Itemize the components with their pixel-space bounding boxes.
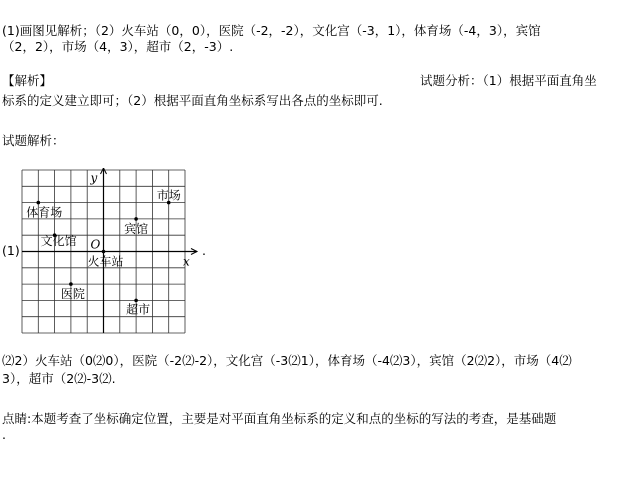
- y-axis-label: y: [90, 171, 98, 185]
- x-axis-label: x: [183, 254, 190, 269]
- point-label: 市场: [156, 188, 181, 203]
- answer-line-1: (1)画图见解析；（2）火车站（0，0），医院（-2，-2），文化宫（-3，1），体育场（-4，3），宾馆: [2, 23, 541, 38]
- point-label: 火车站: [87, 254, 124, 269]
- point-label: 体育场: [26, 205, 63, 220]
- point-marker: [37, 201, 41, 205]
- point-label: 文化馆: [40, 234, 77, 249]
- figure-suffix: .: [202, 243, 206, 258]
- point-marker: [69, 282, 73, 286]
- coordinate-grid-svg: [20, 168, 206, 336]
- point-label: 宾馆: [124, 221, 149, 236]
- origin-label: O: [90, 237, 101, 252]
- analysis-line-2: 标系的定义建立即可；（2）根据平面直角坐标系写出各点的坐标即可.: [2, 93, 383, 108]
- figure-part-label: (1): [2, 243, 20, 258]
- answer2-line-1: ⑵2）火车站（0⑵0），医院（-2⑵-2），文化宫（-3⑵1），体育场（-4⑵3），宾馆（2⑵2），市场（4⑵: [2, 353, 572, 368]
- answer2-line-2: 3），超市（2⑵-3⑵.: [2, 371, 116, 386]
- comment-line-2: .: [2, 427, 6, 442]
- comment-line-1: 点睛:本题考查了坐标确定位置，主要是对平面直角坐标系的定义和点的坐标的写法的考查，是基础题: [2, 411, 557, 426]
- analysis-intro: 试题分析：（1）根据平面直角坐: [420, 73, 597, 88]
- point-marker: [102, 250, 106, 254]
- point-label: 医院: [60, 287, 85, 302]
- point-label: 超市: [126, 302, 151, 317]
- coordinate-figure: [20, 168, 206, 336]
- point-marker: [134, 217, 138, 221]
- analysis-heading: 【解析】: [2, 73, 53, 88]
- answer-line-2: （2，2），市场（4，3），超市（2，-3）.: [2, 39, 234, 54]
- solution-heading: 试题解析：: [2, 133, 65, 148]
